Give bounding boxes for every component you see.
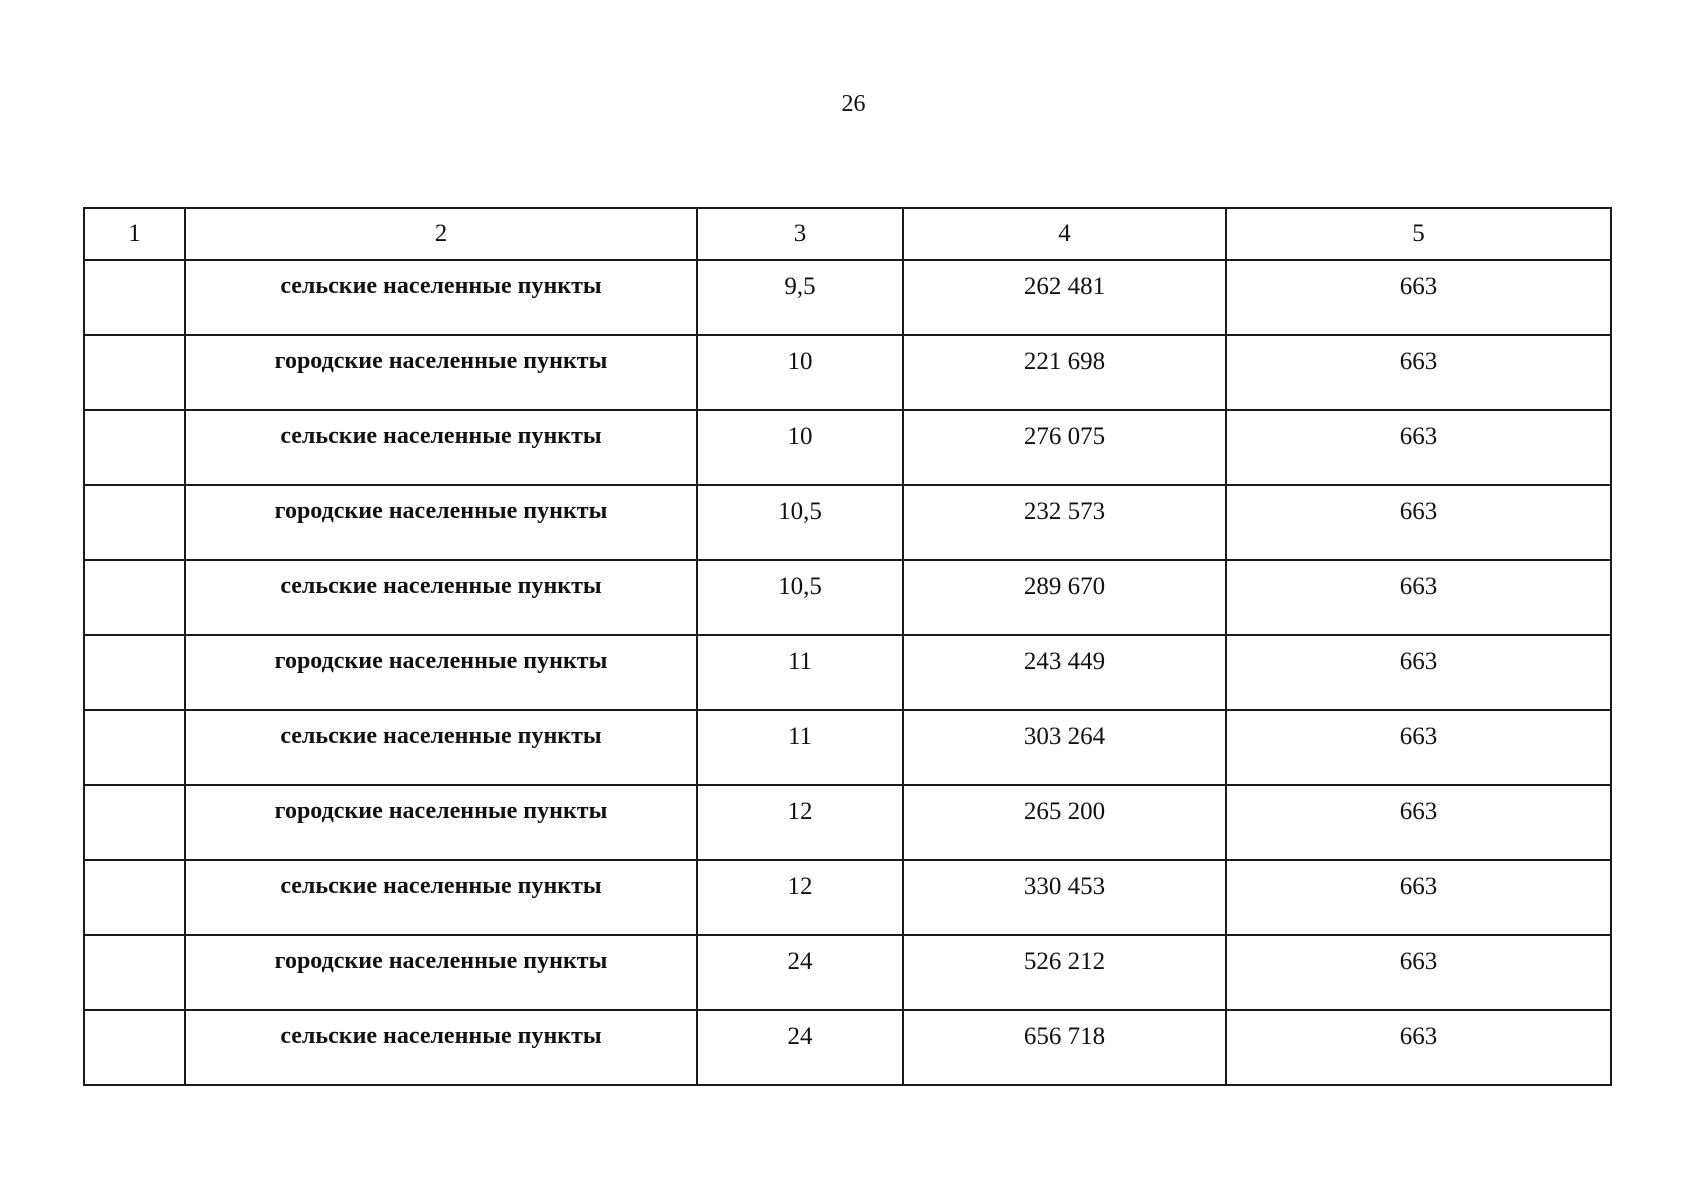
row-number-cell: [84, 260, 185, 335]
value-cell-4: 243 449: [903, 635, 1226, 710]
value-cell-5: 663: [1226, 335, 1611, 410]
row-number-cell: [84, 560, 185, 635]
table-row: [84, 785, 1611, 860]
row-number-cell: [84, 410, 185, 485]
value-cell-4: 526 212: [903, 935, 1226, 1010]
settlement-type-cell: сельские населенные пункты: [185, 560, 697, 635]
value-cell-5: 663: [1226, 860, 1611, 935]
value-cell-3: 10,5: [697, 560, 903, 635]
value-cell-3: 11: [697, 710, 903, 785]
value-cell-5: 663: [1226, 1010, 1611, 1085]
value-cell-3: 11: [697, 635, 903, 710]
settlement-type-cell: сельские населенные пункты: [185, 710, 697, 785]
settlement-type-cell: сельские населенные пункты: [185, 260, 697, 335]
header-row: [84, 208, 1611, 260]
column-header-3: 3: [697, 208, 903, 260]
value-cell-3: 24: [697, 1010, 903, 1085]
value-cell-3: 10,5: [697, 485, 903, 560]
settlement-type-cell: городские населенные пункты: [185, 785, 697, 860]
row-number-cell: [84, 1010, 185, 1085]
page-number: 26: [841, 91, 866, 117]
data-table: [83, 207, 1612, 1086]
value-cell-3: 24: [697, 935, 903, 1010]
table-row: [84, 335, 1611, 410]
value-cell-5: 663: [1226, 560, 1611, 635]
settlement-type-cell: сельские населенные пункты: [185, 410, 697, 485]
value-cell-5: 663: [1226, 260, 1611, 335]
table-row: [84, 560, 1611, 635]
table-row: [84, 1010, 1611, 1085]
table-row: [84, 410, 1611, 485]
column-header-2: 2: [185, 208, 697, 260]
table-row: [84, 860, 1611, 935]
table-row: [84, 260, 1611, 335]
value-cell-4: 330 453: [903, 860, 1226, 935]
value-cell-3: 10: [697, 335, 903, 410]
value-cell-5: 663: [1226, 935, 1611, 1010]
value-cell-4: 303 264: [903, 710, 1226, 785]
row-number-cell: [84, 335, 185, 410]
row-number-cell: [84, 785, 185, 860]
value-cell-3: 12: [697, 860, 903, 935]
value-cell-5: 663: [1226, 410, 1611, 485]
value-cell-4: 232 573: [903, 485, 1226, 560]
table-row: [84, 635, 1611, 710]
settlement-type-cell: городские населенные пункты: [185, 635, 697, 710]
value-cell-4: 221 698: [903, 335, 1226, 410]
row-number-cell: [84, 635, 185, 710]
table-row: [84, 710, 1611, 785]
row-number-cell: [84, 860, 185, 935]
row-number-cell: [84, 710, 185, 785]
table-body: [84, 260, 1611, 1085]
column-header-1: 1: [84, 208, 185, 260]
column-header-5: 5: [1226, 208, 1611, 260]
value-cell-3: 9,5: [697, 260, 903, 335]
column-header-4: 4: [903, 208, 1226, 260]
value-cell-5: 663: [1226, 785, 1611, 860]
value-cell-4: 656 718: [903, 1010, 1226, 1085]
value-cell-5: 663: [1226, 485, 1611, 560]
settlement-type-cell: городские населенные пункты: [185, 335, 697, 410]
settlement-type-cell: сельские населенные пункты: [185, 860, 697, 935]
value-cell-4: 262 481: [903, 260, 1226, 335]
row-number-cell: [84, 485, 185, 560]
table-header: [84, 208, 1611, 260]
value-cell-5: 663: [1226, 710, 1611, 785]
value-cell-4: 289 670: [903, 560, 1226, 635]
value-cell-3: 10: [697, 410, 903, 485]
table-row: [84, 935, 1611, 1010]
value-cell-3: 12: [697, 785, 903, 860]
row-number-cell: [84, 935, 185, 1010]
value-cell-5: 663: [1226, 635, 1611, 710]
settlement-type-cell: сельские населенные пункты: [185, 1010, 697, 1085]
table-row: [84, 485, 1611, 560]
settlement-type-cell: городские населенные пункты: [185, 935, 697, 1010]
settlement-type-cell: городские населенные пункты: [185, 485, 697, 560]
value-cell-4: 265 200: [903, 785, 1226, 860]
value-cell-4: 276 075: [903, 410, 1226, 485]
